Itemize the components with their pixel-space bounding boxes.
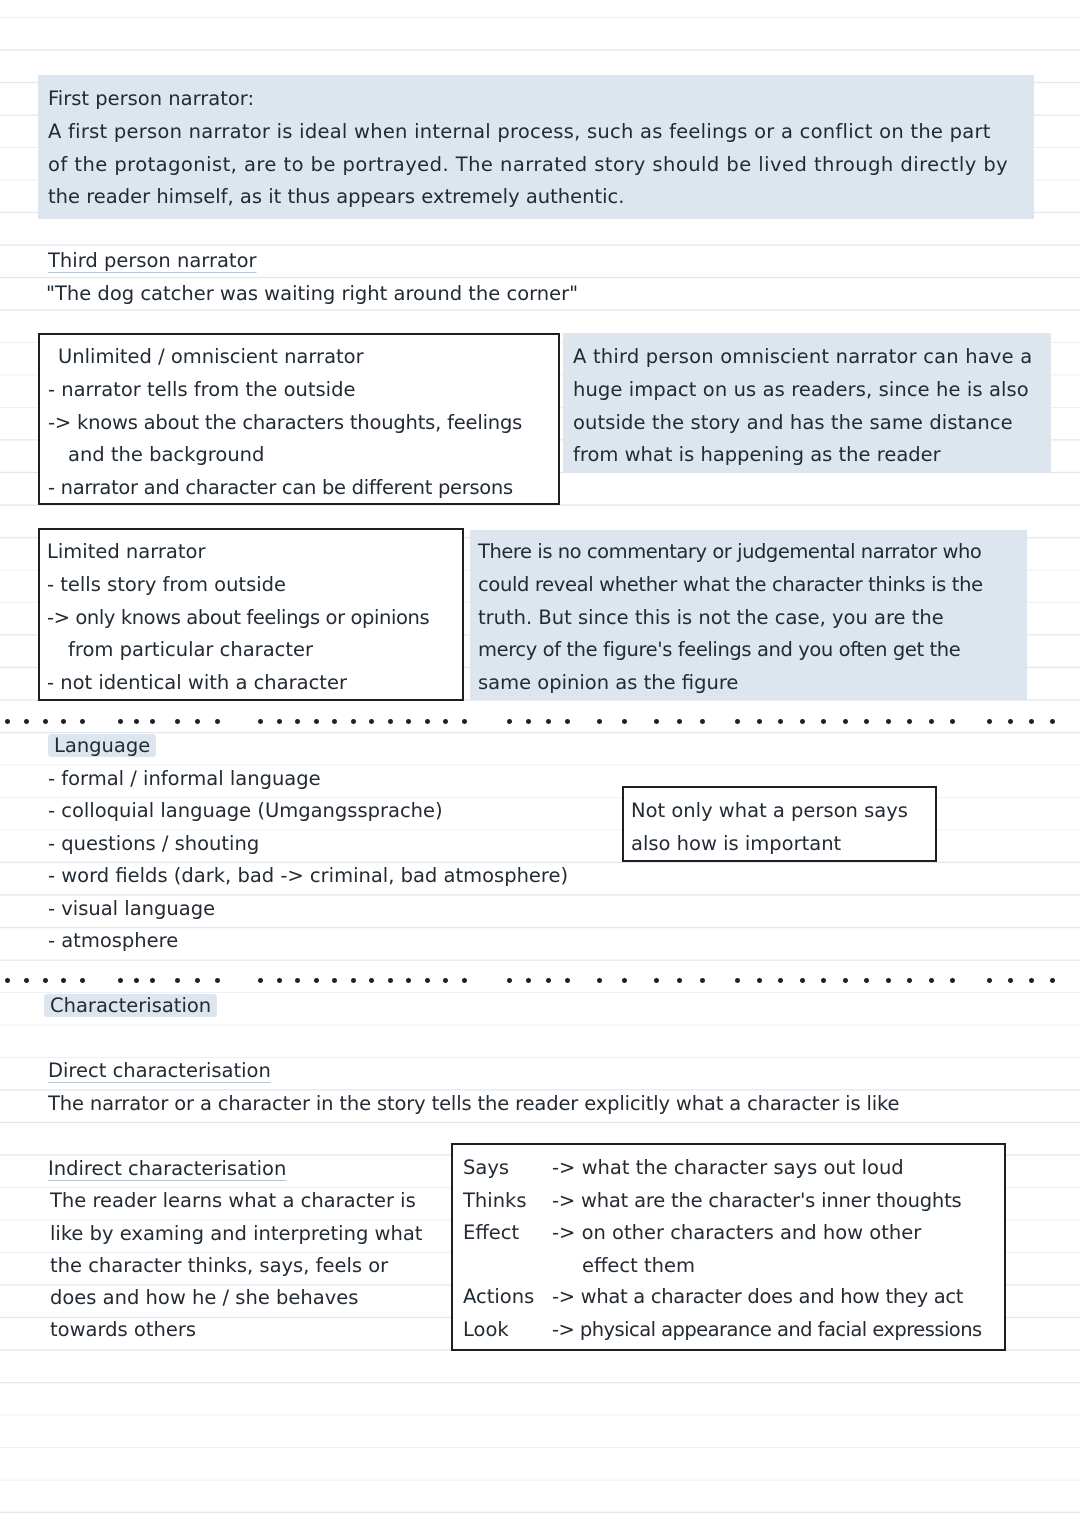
separator-dot [821,978,826,983]
separator-dot [677,719,682,724]
separator-dot [443,719,448,724]
separator-dot [778,719,783,724]
direct-characterisation-heading: Direct characterisation [48,1059,271,1082]
language-item-1: - formal / informal language [48,767,321,790]
separator-dot [597,978,602,983]
separator-dot [1008,719,1013,724]
indirect-characterisation-heading: Indirect characterisation [48,1157,287,1180]
separator-dot [43,719,48,724]
separator-dot [258,719,263,724]
separator-dot [215,719,220,724]
separator-dot [864,719,869,724]
table-desc-effect-cont: effect them [582,1254,695,1277]
separator-dot [5,719,10,724]
separator-dot [462,719,467,724]
separator-dot [821,719,826,724]
limited-note-line-5: same opinion as the figure [478,671,739,694]
indirect-line-3: the character thinks, says, feels or [50,1254,389,1277]
separator-dot [622,978,627,983]
separator-dot [150,978,155,983]
language-item-4: - word fields (dark, bad -> criminal, bad atmosphere) [48,864,569,887]
separator-dot [1029,978,1034,983]
limited-note-line-2: could reveal whether what the character thinks is the [478,573,983,596]
separator-dot [118,978,123,983]
separator-dot [80,978,85,983]
limited-note-line-4: mercy of the figure's feelings and you often get the [478,638,961,661]
table-desc-thinks: -> what are the character's inner thoughts [552,1189,962,1212]
separator-dot [150,719,155,724]
separator-dot [24,978,29,983]
table-term-actions: Actions [463,1285,535,1308]
separator-dot [332,719,337,724]
limited-point-1: - tells story from outside [47,573,287,596]
limited-note-line-1: There is no commentary or judgemental narrator who [478,540,982,563]
separator-dot [700,719,705,724]
first-person-heading: First person narrator: [48,87,255,110]
separator-dot [886,978,891,983]
separator-dot [526,978,531,983]
separator-dot [80,719,85,724]
indirect-line-4: does and how he / she behaves [50,1286,359,1309]
third-person-quote: "The dog catcher was waiting right around the corner" [46,282,579,305]
separator-dot [61,978,66,983]
separator-dot [295,719,300,724]
unlimited-point-1: - narrator tells from the outside [48,378,356,401]
language-note-line-2: also how is important [631,832,842,855]
table-term-effect: Effect [463,1221,520,1244]
separator-dot [406,719,411,724]
separator-dot [425,978,430,983]
separator-dot [507,719,512,724]
dotted-separator [0,978,1080,983]
separator-dot [175,719,180,724]
separator-dot [351,978,356,983]
separator-dot [987,719,992,724]
separator-dot [258,978,263,983]
separator-dot [677,978,682,983]
separator-dot [462,978,467,983]
separator-dot [295,978,300,983]
language-heading-text: Language [48,734,156,757]
separator-dot [388,719,393,724]
separator-dot [369,978,374,983]
separator-dot [1008,978,1013,983]
separator-dot [1029,719,1034,724]
table-term-thinks: Thinks [463,1189,527,1212]
language-item-2: - colloquial language (Umgangssprache) [48,799,443,822]
separator-dot [24,719,29,724]
separator-dot [61,719,66,724]
separator-dot [215,978,220,983]
separator-dot [507,978,512,983]
separator-dot [546,978,551,983]
characterisation-heading [44,990,217,1023]
first-person-line-2: of the protagonist, are to be portrayed. The narrated story should be lived through directly by [48,153,1009,176]
separator-dot [843,719,848,724]
separator-dot [907,978,912,983]
table-desc-look: -> physical appearance and facial expressions [552,1318,982,1341]
language-item-5: - visual language [48,897,216,920]
separator-dot [757,978,762,983]
separator-dot [369,719,374,724]
separator-dot [800,719,805,724]
table-term-look: Look [463,1318,509,1341]
separator-dot [735,978,740,983]
separator-dot [565,719,570,724]
characterisation-heading-text: Characterisation [44,994,217,1017]
indirect-line-2: like by examing and interpreting what [50,1222,423,1245]
table-term-says: Says [463,1156,510,1179]
separator-dot [778,978,783,983]
separator-dot [195,719,200,724]
separator-dot [597,719,602,724]
separator-dot [314,719,319,724]
separator-dot [622,719,627,724]
unlimited-point-2: -> knows about the characters thoughts, feelings [48,411,523,434]
separator-dot [175,978,180,983]
table-desc-says: -> what the character says out loud [552,1156,904,1179]
direct-characterisation-text: The narrator or a character in the story tells the reader explicitly what a character is like [48,1092,900,1115]
separator-dot [987,978,992,983]
separator-dot [1050,978,1055,983]
language-item-3: - questions / shouting [48,832,260,855]
separator-dot [654,978,659,983]
separator-dot [425,719,430,724]
separator-dot [134,978,139,983]
separator-dot [526,719,531,724]
separator-dot [332,978,337,983]
separator-dot [864,978,869,983]
separator-dot [565,978,570,983]
unlimited-note-line-1: A third person omniscient narrator can have a [573,345,1033,368]
first-person-line-1: A first person narrator is ideal when internal process, such as feelings or a conflict on the part [48,120,991,143]
separator-dot [1050,719,1055,724]
limited-point-2-cont: from particular character [68,638,314,661]
separator-dot [929,719,934,724]
separator-dot [118,719,123,724]
table-desc-actions: -> what a character does and how they act [552,1285,964,1308]
first-person-line-3: the reader himself, as it thus appears extremely authentic. [48,185,625,208]
unlimited-narrator-title: Unlimited / omniscient narrator [58,345,364,368]
separator-dot [443,978,448,983]
separator-dot [277,978,282,983]
separator-dot [800,978,805,983]
separator-dot [277,719,282,724]
separator-dot [43,978,48,983]
separator-dot [546,719,551,724]
table-desc-effect: -> on other characters and how other [552,1221,922,1244]
separator-dot [195,978,200,983]
separator-dot [907,719,912,724]
separator-dot [950,978,955,983]
separator-dot [5,978,10,983]
limited-narrator-title: Limited narrator [47,540,206,563]
limited-point-2: -> only knows about feelings or opinions [47,606,430,629]
unlimited-note-line-4: from what is happening as the reader [573,443,941,466]
limited-point-3: - not identical with a character [47,671,347,694]
separator-dot [314,978,319,983]
limited-note-line-3: truth. But since this is not the case, you are the [478,606,944,629]
language-item-6: - atmosphere [48,929,179,952]
separator-dot [700,978,705,983]
indirect-line-1: The reader learns what a character is [50,1189,416,1212]
third-person-heading: Third person narrator [48,249,257,272]
unlimited-point-2-cont: and the background [68,443,265,466]
separator-dot [843,978,848,983]
separator-dot [929,978,934,983]
separator-dot [388,978,393,983]
language-heading [48,730,156,763]
unlimited-note-line-3: outside the story and has the same distance [573,411,1013,434]
separator-dot [886,719,891,724]
separator-dot [654,719,659,724]
unlimited-point-3: - narrator and character can be different persons [48,476,513,499]
unlimited-note-line-2: huge impact on us as readers, since he is also [573,378,1029,401]
separator-dot [757,719,762,724]
separator-dot [406,978,411,983]
indirect-line-5: towards others [50,1318,196,1341]
separator-dot [735,719,740,724]
separator-dot [134,719,139,724]
separator-dot [950,719,955,724]
separator-dot [351,719,356,724]
language-note-line-1: Not only what a person says [631,799,908,822]
dotted-separator [0,719,1080,724]
